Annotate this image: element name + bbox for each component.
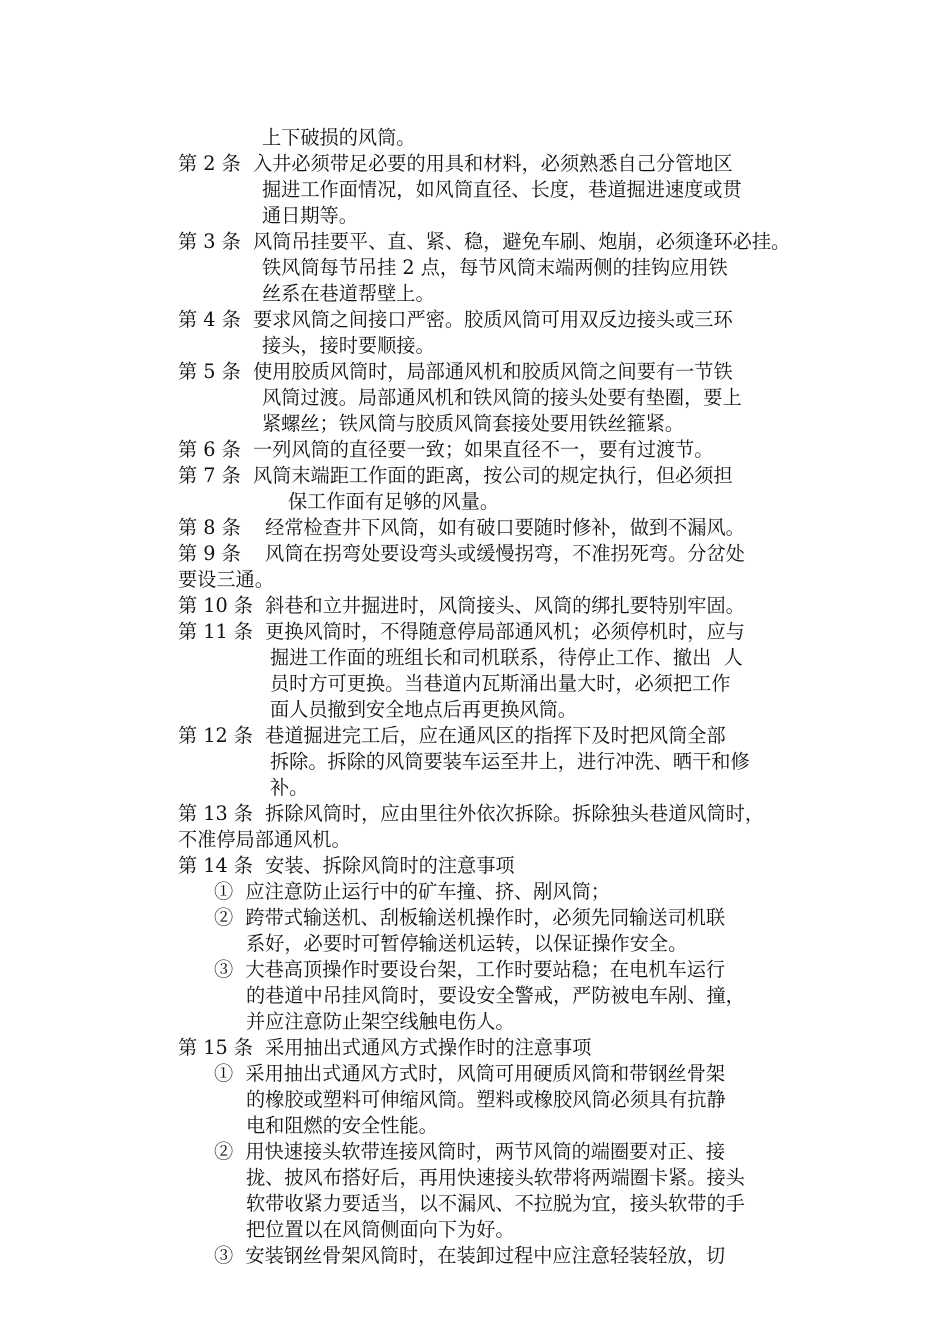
text-line: 并应注意防止架空线触电伤人。 bbox=[246, 1010, 515, 1033]
text-line: 第 4 条 要求风筒之间接口严密。胶质风筒可用双反边接头或三环 bbox=[178, 308, 733, 331]
text-line: 第 9 条 风筒在拐弯处要设弯头或缓慢拐弯，不准拐死弯。分岔处 bbox=[178, 542, 745, 565]
text-line: 丝系在巷道帮壁上。 bbox=[262, 282, 435, 305]
text-line: 电和阻燃的安全性能。 bbox=[246, 1114, 438, 1137]
text-line: 不准停局部通风机。 bbox=[178, 828, 351, 851]
text-line: ③ 安装钢丝骨架风筒时，在装卸过程中应注意轻装轻放，切 bbox=[214, 1244, 726, 1267]
text-line: 保工作面有足够的风量。 bbox=[288, 490, 500, 513]
text-line: ② 跨带式输送机、刮板输送机操作时，必须先同输送司机联 bbox=[214, 906, 726, 929]
text-line: ② 用快速接头软带连接风筒时，两节风筒的端圈要对正、接 bbox=[214, 1140, 726, 1163]
text-line: 第 5 条 使用胶质风筒时，局部通风机和胶质风筒之间要有一节铁 bbox=[178, 360, 733, 383]
text-line: 面人员撤到安全地点后再更换风筒。 bbox=[270, 698, 577, 721]
text-line: 接头，接时要顺接。 bbox=[262, 334, 435, 357]
text-line: ① 采用抽出式通风方式时，风筒可用硬质风筒和带钢丝骨架 bbox=[214, 1062, 726, 1085]
text-line: 第 8 条 经常检查井下风筒，如有破口要随时修补，做到不漏风。 bbox=[178, 516, 745, 539]
text-line: 第 10 条 斜巷和立井掘进时，风筒接头、风筒的绑扎要特别牢固。 bbox=[178, 594, 745, 617]
text-line: 第 13 条 拆除风筒时，应由里往外依次拆除。拆除独头巷道风筒时， bbox=[178, 802, 765, 825]
text-line: 拢、披风布搭好后，再用快速接头软带将两端圈卡紧。接头 bbox=[246, 1166, 745, 1189]
text-line: 系好，必要时可暂停输送机运转，以保证操作安全。 bbox=[246, 932, 688, 955]
text-line: 的巷道中吊挂风筒时，要设安全警戒，严防被电车剐、撞， bbox=[246, 984, 745, 1007]
text-line: 风筒过渡。局部通风机和铁风筒的接头处要有垫圈，要上 bbox=[262, 386, 742, 409]
text-line: 要设三通。 bbox=[178, 568, 274, 591]
text-line: ① 应注意防止运行中的矿车撞、挤、剐风筒； bbox=[214, 880, 610, 903]
text-line: 掘进工作面的班组长和司机联系，待停止工作、撤出 人 bbox=[270, 646, 743, 669]
text-line: 的橡胶或塑料可伸缩风筒。塑料或橡胶风筒必须具有抗静 bbox=[246, 1088, 726, 1111]
text-line: 软带收紧力要适当，以不漏风、不拉脱为宜，接头软带的手 bbox=[246, 1192, 745, 1215]
text-line: 拆除。拆除的风筒要装车运至井上，进行冲洗、晒干和修 bbox=[270, 750, 750, 773]
text-line: 第 7 条 风筒末端距工作面的距离，按公司的规定执行，但必须担 bbox=[178, 464, 733, 487]
text-line: 铁风筒每节吊挂 2 点，每节风筒末端两侧的挂钩应用铁 bbox=[262, 256, 728, 279]
text-line: 第 11 条 更换风筒时，不得随意停局部通风机；必须停机时，应与 bbox=[178, 620, 745, 643]
text-line: 第 14 条 安装、拆除风筒时的注意事项 bbox=[178, 854, 515, 877]
text-line: ③ 大巷高顶操作时要设台架，工作时要站稳；在电机车运行 bbox=[214, 958, 726, 981]
text-line: 补。 bbox=[270, 776, 309, 799]
text-line: 掘进工作面情况，如风筒直径、长度，巷道掘进速度或贯 bbox=[262, 178, 742, 201]
text-line: 第 3 条 风筒吊挂要平、直、紧、稳，避免车刷、炮崩，必须逢环必挂。 bbox=[178, 230, 791, 253]
text-line: 通日期等。 bbox=[262, 204, 358, 227]
text-line: 第 15 条 采用抽出式通风方式操作时的注意事项 bbox=[178, 1036, 592, 1059]
text-line: 把位置以在风筒侧面向下为好。 bbox=[246, 1218, 515, 1241]
text-line: 上下破损的风筒。 bbox=[262, 126, 416, 149]
text-line: 第 6 条 一列风筒的直径要一致；如果直径不一，要有过渡节。 bbox=[178, 438, 714, 461]
text-line: 第 2 条 入井必须带足必要的用具和材料，必须熟悉自己分管地区 bbox=[178, 152, 733, 175]
text-line: 第 12 条 巷道掘进完工后，应在通风区的指挥下及时把风筒全部 bbox=[178, 724, 726, 747]
text-line: 紧螺丝；铁风筒与胶质风筒套接处要用铁丝箍紧。 bbox=[262, 412, 685, 435]
text-line: 员时方可更换。当巷道内瓦斯涌出量大时，必须把工作 bbox=[270, 672, 731, 695]
